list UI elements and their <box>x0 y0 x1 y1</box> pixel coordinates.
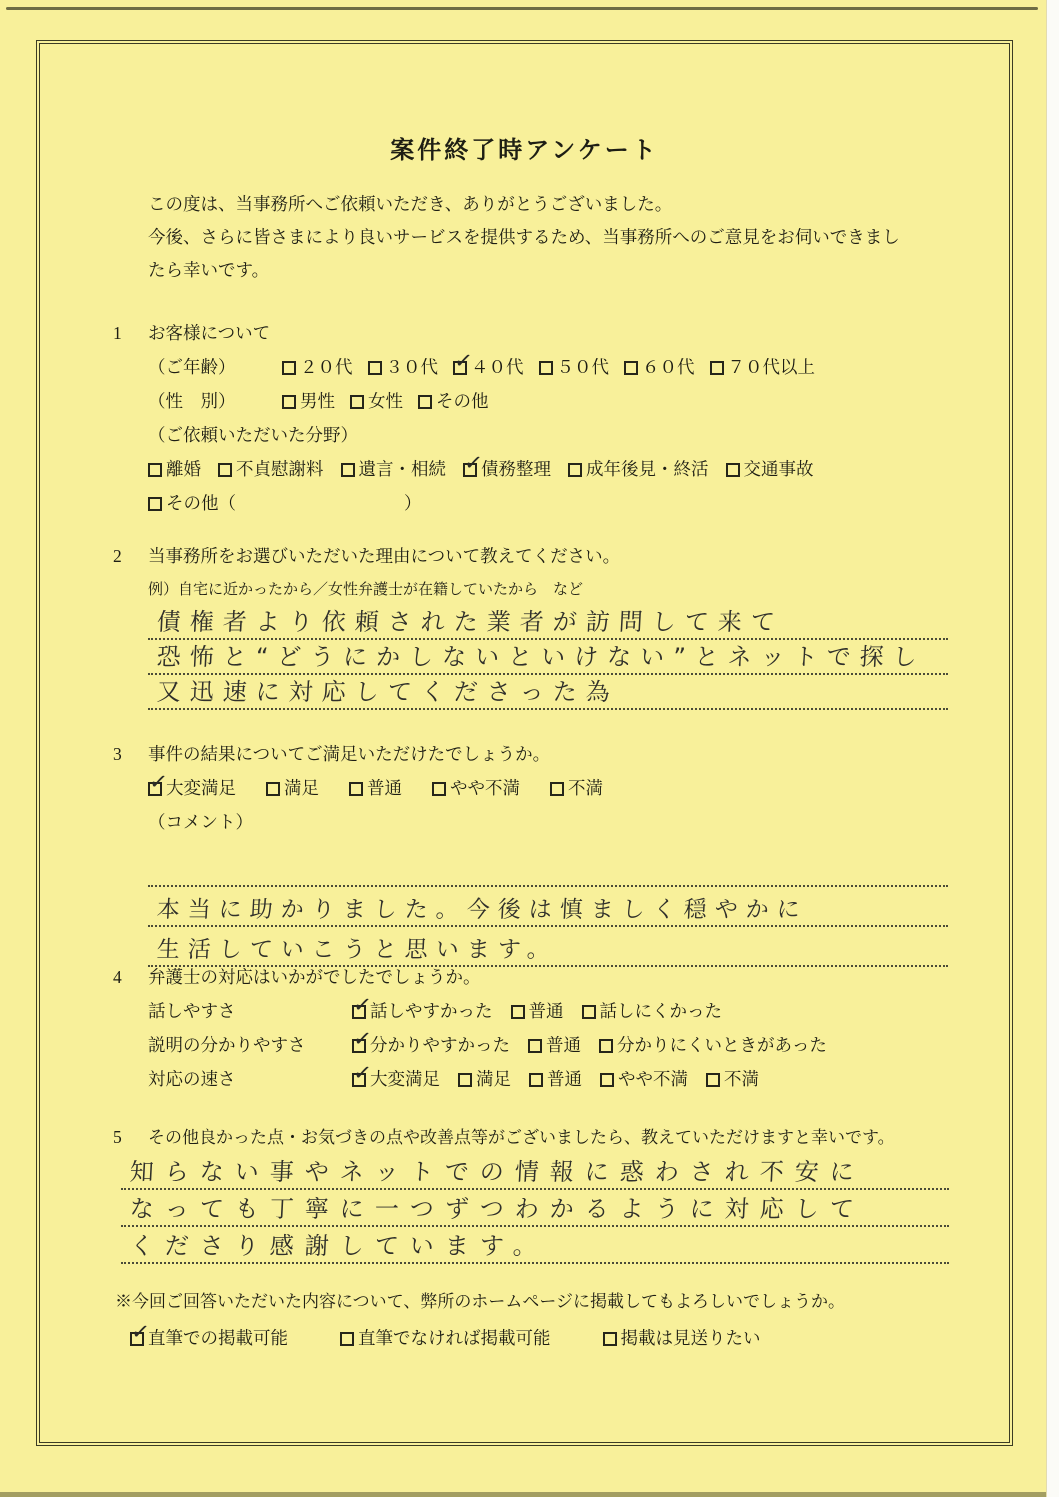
question-number: 2 <box>113 546 122 566</box>
checkbox[interactable] <box>600 1073 614 1087</box>
checkbox[interactable] <box>148 497 162 511</box>
checkbox[interactable] <box>282 361 296 375</box>
checkbox[interactable] <box>624 361 638 375</box>
checkbox[interactable] <box>340 1332 354 1346</box>
scan-bottom-edge-artifact <box>0 1492 1046 1497</box>
other-field-row <box>148 492 1025 514</box>
check-mark: ✓ <box>351 991 373 1020</box>
checkbox[interactable] <box>351 1025 373 1054</box>
checkbox-label: ７０代以上 <box>727 357 815 377</box>
checkbox[interactable] <box>432 782 446 796</box>
checkbox-label: 不満 <box>724 1069 759 1089</box>
checkbox[interactable] <box>599 1039 613 1053</box>
handwritten-text: 又迅速に対応してくださった為 <box>156 678 620 706</box>
checkbox[interactable] <box>218 463 232 477</box>
checkbox-label: 掲載は見送りたい <box>620 1328 761 1348</box>
gender-options <box>282 390 489 412</box>
question-2-answer-area <box>148 605 948 710</box>
satisfaction-options <box>147 768 603 799</box>
checkbox-label: ５０代 <box>556 357 609 377</box>
speed-of-response-options <box>351 1059 759 1090</box>
answer-line <box>148 887 948 927</box>
checkbox-label: 直筆でなければ掲載可能 <box>358 1328 551 1348</box>
checkbox-option[interactable] <box>282 356 353 378</box>
checkbox[interactable] <box>418 395 432 409</box>
checkbox-option[interactable] <box>603 1325 761 1350</box>
row-label: 対応の速さ <box>148 1069 236 1089</box>
checkbox-option[interactable] <box>582 1000 723 1022</box>
checkbox-option[interactable] <box>368 356 439 378</box>
checkbox[interactable] <box>351 1059 373 1088</box>
answer-line <box>148 675 948 710</box>
checkbox-option[interactable] <box>432 777 520 799</box>
age-options <box>282 347 815 378</box>
checkbox[interactable] <box>582 1005 596 1019</box>
intro-line: 今後、さらに皆さまにより良いサービスを提供するため、当事務所へのご意見をお伺いできまし <box>148 227 900 247</box>
checkbox-label: その他 <box>436 391 489 411</box>
handwritten-text: 知らない事やネットでの情報に惑わされ不安に <box>129 1158 866 1186</box>
check-mark: ✓ <box>462 449 484 478</box>
checkbox-label: 満足 <box>284 778 319 798</box>
publish-consent-options <box>129 1318 761 1350</box>
question-2-heading <box>113 545 1025 567</box>
checkbox-label: ３０代 <box>385 357 438 377</box>
answer-line <box>148 640 948 675</box>
example-hint: 例）自宅に近かったから／女性弁護士が在籍していたから など <box>148 582 584 598</box>
clarity-of-explanation-options <box>351 1025 827 1056</box>
checkbox[interactable] <box>511 1005 525 1019</box>
checkbox[interactable] <box>452 347 474 376</box>
gender-label: （性 別） <box>148 391 236 411</box>
checkbox-label: 交通事故 <box>743 459 814 479</box>
question-3-answer-area <box>148 847 948 967</box>
checkbox[interactable] <box>341 463 355 477</box>
question-number: 1 <box>113 323 122 343</box>
checkbox[interactable] <box>282 395 296 409</box>
check-mark: ✓ <box>147 768 169 797</box>
check-mark: ✓ <box>351 1059 373 1088</box>
checkbox-label: ４０代 <box>471 357 524 377</box>
checkbox-option[interactable] <box>418 390 489 412</box>
checkbox-option[interactable] <box>599 1034 827 1056</box>
checkbox[interactable] <box>710 361 724 375</box>
checkbox-label: やや不満 <box>450 778 520 798</box>
checkbox-option[interactable] <box>624 356 695 378</box>
ease-of-talking-row <box>148 991 1025 1022</box>
checkbox[interactable] <box>148 463 162 477</box>
question-2-reason <box>113 545 1025 710</box>
checkbox-option[interactable] <box>340 1325 551 1350</box>
checkbox-option[interactable] <box>148 458 201 480</box>
question-5-other-comments <box>113 1126 1025 1264</box>
publish-consent-section <box>100 1287 1012 1350</box>
checkbox-label: 話しにくかった <box>599 1001 722 1021</box>
checkbox[interactable] <box>462 449 484 478</box>
checkbox-option[interactable] <box>266 777 319 799</box>
checkbox-option[interactable] <box>528 1034 581 1056</box>
checkbox-option[interactable] <box>462 449 551 480</box>
scan-right-margin <box>1046 0 1059 1497</box>
checkbox-label: 満足 <box>476 1069 511 1089</box>
checkbox-label: 不満 <box>568 778 603 798</box>
practice-area-label: （ご依頼いただいた分野） <box>148 425 358 445</box>
checkbox[interactable] <box>266 782 280 796</box>
checkbox-option[interactable] <box>218 458 324 480</box>
checkbox-label: 分かりやすかった <box>370 1035 510 1055</box>
checkbox-label: 分かりにくいときがあった <box>617 1035 827 1055</box>
checkbox[interactable] <box>726 463 740 477</box>
row-label: 話しやすさ <box>148 1001 236 1021</box>
checkbox[interactable] <box>129 1318 151 1347</box>
checkbox-option[interactable] <box>147 768 236 799</box>
question-title: 当事務所をお選びいただいた理由について教えてください。 <box>148 546 621 566</box>
checkbox[interactable] <box>706 1073 720 1087</box>
row-label: 説明の分かりやすさ <box>148 1035 306 1055</box>
checkbox[interactable] <box>349 782 363 796</box>
checkbox[interactable] <box>368 361 382 375</box>
checkbox-option[interactable] <box>511 1000 564 1022</box>
question-number: 5 <box>113 1127 122 1147</box>
checkbox[interactable] <box>568 463 582 477</box>
checkbox-option[interactable] <box>341 458 447 480</box>
practice-area-row <box>148 449 1025 480</box>
ease-of-talking-options <box>351 991 722 1022</box>
checkbox-option[interactable] <box>148 493 236 513</box>
comment-label: （コメント） <box>148 812 253 832</box>
checkbox-label: やや不満 <box>618 1069 688 1089</box>
handwritten-text: 本当に助かりました。今後は慎ましく穏やかに <box>156 897 809 923</box>
checkbox-option[interactable] <box>600 1068 688 1090</box>
checkbox[interactable] <box>539 361 553 375</box>
gender-row <box>148 390 1025 412</box>
answer-line <box>121 1190 949 1227</box>
checkbox-option[interactable] <box>351 1059 440 1090</box>
checkbox[interactable] <box>350 395 364 409</box>
question-3-result-satisfaction <box>113 743 1025 967</box>
question-1-customer-info <box>113 322 1025 514</box>
question-number: 3 <box>113 744 122 764</box>
publish-consent-row <box>129 1318 1012 1350</box>
handwritten-text: 債権者より依頼された業者が訪問して来て <box>156 608 785 636</box>
closing-paren: ） <box>404 493 422 513</box>
page-title: 案件終了時アンケート <box>390 138 659 164</box>
checkbox-label: ６０代 <box>642 357 695 377</box>
checkbox-option[interactable] <box>529 1068 582 1090</box>
handwritten-text: くださり感謝しています。 <box>129 1232 549 1260</box>
checkbox[interactable] <box>528 1039 542 1053</box>
practice-area-options <box>148 449 814 480</box>
checkbox-option[interactable] <box>550 777 603 799</box>
question-5-heading <box>113 1126 1025 1149</box>
checkbox[interactable] <box>529 1073 543 1087</box>
checkbox-option[interactable] <box>452 347 524 378</box>
question-title: お客様について <box>148 323 271 343</box>
answer-line <box>148 847 948 887</box>
intro-text <box>148 188 988 287</box>
checkbox-option[interactable] <box>726 458 814 480</box>
checkbox-label: 普通 <box>546 1035 581 1055</box>
answer-line <box>148 605 948 640</box>
question-title: 事件の結果についてご満足いただけたでしょうか。 <box>148 744 551 764</box>
checkbox-label: 話しやすかった <box>370 1001 493 1021</box>
handwritten-text: なっても丁寧に一つずつわかるように対応して <box>129 1195 866 1223</box>
question-3-heading <box>113 743 1025 765</box>
checkbox-label: 離婚 <box>166 459 201 479</box>
question-title: 弁護士の対応はいかがでしたでしょうか。 <box>148 967 481 987</box>
check-mark: ✓ <box>129 1318 151 1347</box>
age-row <box>148 347 1025 378</box>
speed-of-response-row <box>148 1059 1025 1090</box>
clarity-of-explanation-row <box>148 1025 1025 1056</box>
checkbox[interactable] <box>351 991 373 1020</box>
checkbox-label: 直筆での掲載可能 <box>148 1328 288 1348</box>
checkbox-option[interactable] <box>568 458 709 480</box>
checkbox-option[interactable] <box>351 991 493 1022</box>
checkbox-option[interactable] <box>282 390 335 412</box>
checkbox-label: 普通 <box>367 778 402 798</box>
checkbox-label: 大変満足 <box>166 778 236 798</box>
handwritten-text: 生活していこうと思います。 <box>156 937 559 963</box>
checkbox-option[interactable] <box>129 1318 288 1350</box>
checkbox-label: 男性 <box>300 391 335 411</box>
checkbox-label: 普通 <box>547 1069 582 1089</box>
checkbox[interactable] <box>550 782 564 796</box>
checkbox-label: ２０代 <box>300 357 353 377</box>
check-mark: ✓ <box>351 1025 373 1054</box>
checkbox-label: 不貞慰謝料 <box>236 459 324 479</box>
check-mark: ✓ <box>452 347 474 376</box>
question-title: その他良かった点・お気づきの点や改善点等がございましたら、教えていただけますと幸いです。 <box>148 1128 895 1147</box>
answer-line <box>121 1153 949 1190</box>
satisfaction-row <box>147 768 1025 799</box>
checkbox-option[interactable] <box>710 356 816 378</box>
checkbox-label: 大変満足 <box>370 1069 440 1089</box>
answer-line <box>121 1227 949 1264</box>
checkbox-option[interactable] <box>350 390 403 412</box>
checkbox-label: 普通 <box>528 1001 564 1021</box>
question-number: 4 <box>113 967 122 987</box>
intro-line: たら幸いです。 <box>148 260 270 280</box>
age-label: （ご年齢） <box>148 357 236 377</box>
intro-line: この度は、当事務所へご依頼いただき、ありがとうございました。 <box>148 194 673 214</box>
checkbox-option[interactable] <box>539 356 610 378</box>
checkbox[interactable] <box>458 1073 472 1087</box>
checkbox[interactable] <box>603 1332 617 1346</box>
question-4-heading <box>113 966 1025 988</box>
answer-line <box>148 927 948 967</box>
question-4-lawyer-response <box>113 966 1025 1090</box>
publish-consent-note: ※今回ご回答いただいた内容について、弊所のホームページに掲載してもよろしいでしょうか。 <box>115 1292 845 1311</box>
checkbox-option[interactable] <box>351 1025 510 1056</box>
checkbox-option[interactable] <box>458 1068 511 1090</box>
checkbox[interactable] <box>147 768 169 797</box>
checkbox-label: 女性 <box>368 391 403 411</box>
checkbox-label: 成年後見・終活 <box>586 459 709 479</box>
checkbox-label: 遺言・相続 <box>358 459 446 479</box>
checkbox-label: 債務整理 <box>481 459 551 479</box>
handwritten-text: 恐怖と“どうにかしないといけない”とネットで探し <box>156 643 927 671</box>
checkbox-option[interactable] <box>706 1068 759 1090</box>
checkbox-label: その他（ <box>166 493 236 513</box>
scan-top-edge-artifact <box>6 7 1038 10</box>
question-1-heading <box>113 322 1025 344</box>
question-5-answer-area <box>121 1153 949 1264</box>
checkbox-option[interactable] <box>349 777 402 799</box>
